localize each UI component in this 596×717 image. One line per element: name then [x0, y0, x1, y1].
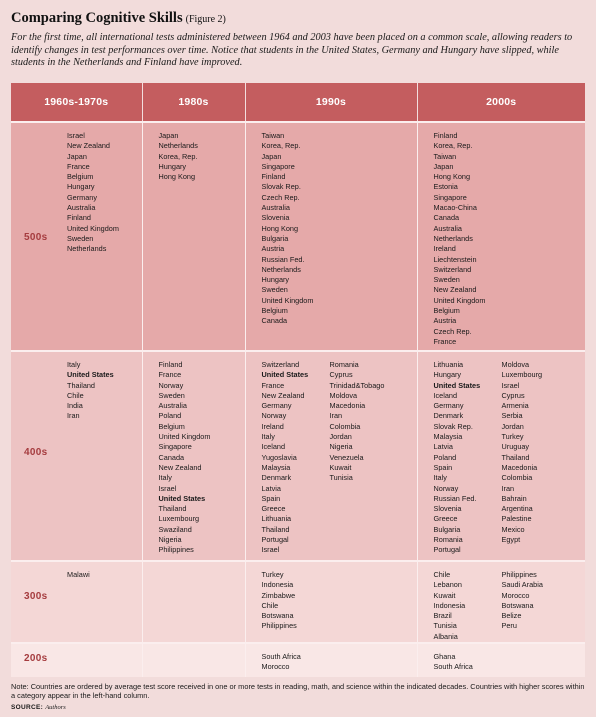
country-item: Slovak Rep.	[261, 182, 301, 192]
header-row	[11, 83, 585, 122]
country-item: Uruguay	[501, 442, 530, 452]
country-item: Slovenia	[261, 213, 290, 223]
country-item: Australia	[158, 401, 187, 411]
country-item: Poland	[158, 411, 182, 421]
country-item: Canada	[433, 213, 460, 223]
country-item: France	[67, 161, 90, 171]
figure-title	[11, 10, 226, 27]
country-item: United Kingdom	[158, 432, 211, 442]
score-level-label: 500s	[24, 232, 48, 243]
country-item: Spain	[433, 462, 453, 472]
country-item: Estonia	[433, 182, 458, 192]
country-item: Switzerland	[433, 264, 472, 274]
country-item: Indonesia	[433, 600, 466, 610]
country-item: Netherlands	[433, 233, 473, 243]
country-item: France	[433, 336, 457, 346]
country-item: Finland	[158, 360, 183, 369]
country-item: Belize	[501, 611, 522, 621]
country-item: Ireland	[261, 421, 284, 431]
country-item: Zimbabwe	[261, 590, 296, 600]
country-item: Italy	[67, 360, 81, 369]
country-item: Macedonia	[329, 401, 366, 411]
country-item: Romania	[433, 535, 463, 545]
country-item: Finland	[433, 131, 458, 140]
footnote: Note: Countries are ordered by average test score received in one or more tests in reading, math, and science within the indicated decades. Countries with higher scores within a category appear in the left-hand column.	[11, 682, 585, 701]
country-item: South Africa	[261, 652, 301, 662]
country-item: Jordan	[329, 432, 352, 442]
country-item: Indonesia	[261, 580, 294, 590]
source-text: Authors	[45, 704, 66, 711]
country-item: Norway	[433, 483, 459, 493]
country-item: Iran	[329, 411, 343, 421]
country-list	[502, 360, 570, 556]
country-item: Korea, Rep.	[433, 141, 473, 151]
country-item: Venezuela	[329, 452, 364, 462]
country-item: Armenia	[501, 401, 529, 411]
country-list	[434, 570, 502, 642]
country-item: Malawi	[67, 570, 90, 579]
header-1990s: 1990s	[245, 83, 417, 122]
country-item: Iran	[67, 411, 80, 421]
country-item: Ghana	[433, 652, 456, 662]
row-400s	[11, 351, 585, 561]
cell-200s-2000s	[417, 643, 585, 677]
country-item: Lebanon	[433, 580, 462, 590]
country-item: Morocco	[261, 662, 290, 672]
country-item: Iceland	[261, 442, 286, 452]
country-item: Colombia	[329, 421, 361, 431]
country-item: Czech Rep.	[261, 192, 300, 202]
country-item: New Zealand	[433, 285, 477, 295]
country-item: Malaysia	[433, 432, 463, 442]
country-item: Belgium	[261, 306, 288, 316]
country-list	[434, 360, 502, 556]
country-list	[159, 360, 227, 556]
country-item: New Zealand	[67, 141, 110, 151]
country-item: Nigeria	[329, 442, 353, 452]
country-item: Lithuania	[433, 360, 464, 369]
row-200s	[11, 643, 585, 677]
country-item: Philippines	[158, 545, 194, 555]
country-item: India	[67, 401, 83, 411]
title-text: Comparing Cognitive Skills	[11, 10, 183, 26]
country-item: Belgium	[433, 306, 460, 316]
cell-300s-1960s-1970s	[11, 561, 142, 643]
country-item: Slovenia	[433, 504, 462, 514]
cell-300s-2000s	[417, 561, 585, 643]
row-500s	[11, 122, 585, 351]
header-1980s: 1980s	[142, 83, 245, 122]
country-item: Thailand	[158, 504, 187, 514]
country-item: Nigeria	[158, 535, 182, 545]
cell-200s-1990s	[245, 643, 417, 677]
country-item: Korea, Rep.	[261, 141, 301, 151]
cell-300s-1990s	[245, 561, 417, 643]
country-item: Spain	[261, 493, 281, 503]
country-item: Sweden	[158, 390, 185, 400]
country-item: Cyprus	[329, 370, 353, 380]
country-item: Latvia	[261, 483, 281, 493]
country-item: United Kingdom	[67, 223, 119, 233]
country-item: Tunisia	[433, 621, 457, 631]
header-1960s-1970s: 1960s-1970s	[11, 83, 142, 122]
country-item: Italy	[158, 473, 172, 483]
country-item: Jordan	[501, 421, 524, 431]
country-item: Russian Fed.	[433, 493, 477, 503]
cell-400s-2000s	[417, 351, 585, 561]
country-item: Israel	[261, 545, 280, 555]
country-item: Hong Kong	[158, 172, 196, 182]
country-item: South Africa	[433, 662, 473, 672]
country-item: Denmark	[433, 411, 464, 421]
country-item: Japan	[261, 151, 282, 161]
country-item: Albania	[433, 631, 458, 641]
country-item: Bulgaria	[261, 233, 289, 243]
country-item: Slovak Rep.	[433, 421, 473, 431]
country-item: Canada	[261, 316, 288, 326]
country-item: United Kingdom	[433, 295, 486, 305]
country-item: Latvia	[433, 442, 453, 452]
country-item: Italy	[261, 432, 275, 442]
row-300s	[11, 561, 585, 643]
country-item: Bulgaria	[433, 524, 461, 534]
country-item: New Zealand	[158, 462, 202, 472]
country-item: Hungary	[67, 182, 95, 192]
country-item: Philippines	[501, 570, 537, 579]
country-item: Luxembourg	[158, 514, 200, 524]
country-item: Singapore	[158, 442, 192, 452]
country-item: Morocco	[501, 590, 530, 600]
country-list	[434, 131, 502, 347]
country-item: Hungary	[261, 275, 290, 285]
country-item: Colombia	[501, 473, 533, 483]
country-item: Israel	[501, 380, 520, 390]
skills-table	[11, 83, 585, 677]
country-item: Germany	[67, 192, 98, 202]
country-item: Malaysia	[261, 462, 291, 472]
country-item: Japan	[67, 151, 87, 161]
country-item: Czech Rep.	[433, 326, 472, 336]
cell-400s-1980s	[142, 351, 245, 561]
cell-500s-1990s	[245, 122, 417, 351]
country-item: Japan	[433, 161, 454, 171]
country-item: Canada	[158, 452, 185, 462]
country-item: Japan	[158, 131, 179, 140]
country-item: Turkey	[261, 570, 284, 579]
country-item: Australia	[261, 203, 290, 213]
country-list	[262, 570, 330, 632]
country-item: Iceland	[433, 390, 458, 400]
country-item: Israel	[67, 131, 85, 140]
country-item: United States	[261, 370, 309, 380]
country-item: United States	[67, 370, 114, 380]
country-item: Tunisia	[329, 473, 353, 483]
country-item: France	[158, 370, 182, 380]
country-item: Netherlands	[261, 264, 301, 274]
country-item: Macao-China	[433, 203, 477, 213]
country-item: Taiwan	[433, 151, 457, 161]
country-item: Cyprus	[501, 390, 525, 400]
country-item: Yugoslavia	[261, 452, 297, 462]
cell-500s-2000s	[417, 122, 585, 351]
country-item: Poland	[433, 452, 457, 462]
country-item: Philippines	[261, 621, 297, 631]
country-item: Chile	[67, 390, 84, 400]
country-item: Moldova	[329, 390, 358, 400]
country-item: Romania	[329, 360, 359, 369]
country-item: Germany	[261, 401, 292, 411]
score-level-label: 300s	[24, 591, 48, 602]
country-item: Sweden	[67, 233, 94, 243]
cell-300s-1980s	[142, 561, 245, 643]
country-item: Portugal	[433, 545, 461, 555]
cell-400s-1990s	[245, 351, 417, 561]
country-list	[262, 360, 330, 556]
country-item: Turkey	[501, 432, 524, 442]
country-item: Moldova	[501, 360, 530, 369]
country-item: Luxembourg	[501, 370, 543, 380]
country-item: United States	[158, 493, 206, 503]
country-item: Ireland	[433, 244, 456, 254]
intro-paragraph: For the first time, all international tests administered between 1964 and 2003 have been placed on a common scale, allowing readers to identify changes in test performances over time. Notice that students in the United States, Germany and Hungary have slipped, while students in the Netherlands and Finland have improved.	[11, 32, 573, 69]
country-item: France	[261, 380, 285, 390]
country-list	[262, 652, 330, 673]
score-level-label: 400s	[24, 447, 48, 458]
country-item: Belgium	[158, 421, 185, 431]
country-item: Iran	[501, 483, 515, 493]
country-item: Netherlands	[158, 141, 198, 151]
country-item: Kuwait	[433, 590, 456, 600]
cell-200s-1980s	[142, 643, 245, 677]
country-item: Finland	[67, 213, 91, 223]
country-item: Switzerland	[261, 360, 300, 369]
country-item: Portugal	[261, 535, 289, 545]
country-item: United States	[433, 380, 481, 390]
country-list	[67, 360, 114, 422]
country-item: Sweden	[433, 275, 460, 285]
country-item: Argentina	[501, 504, 533, 514]
country-item: Norway	[158, 380, 184, 390]
country-item: New Zealand	[261, 390, 305, 400]
country-item: Liechtenstein	[433, 254, 477, 264]
country-item: Norway	[261, 411, 287, 421]
country-item: Hungary	[433, 370, 462, 380]
cell-200s-1960s-1970s	[11, 643, 142, 677]
country-item: Hong Kong	[433, 172, 471, 182]
country-item: Egypt	[501, 535, 521, 545]
country-item: Saudi Arabia	[501, 580, 543, 590]
country-item: Palestine	[501, 514, 532, 524]
country-item: Austria	[261, 244, 285, 254]
country-item: Bahrain	[501, 493, 527, 503]
country-item: Thailand	[67, 380, 95, 390]
country-item: Taiwan	[261, 131, 285, 140]
country-item: Macedonia	[501, 462, 538, 472]
country-item: Greece	[433, 514, 458, 524]
country-item: Botswana	[501, 600, 534, 610]
cell-400s-1960s-1970s	[11, 351, 142, 561]
country-item: Kuwait	[329, 462, 352, 472]
country-item: Mexico	[501, 524, 525, 534]
country-item: Germany	[433, 401, 464, 411]
country-item: Denmark	[261, 473, 292, 483]
country-list	[67, 131, 119, 255]
country-item: Thailand	[261, 524, 290, 534]
country-item: Thailand	[501, 452, 530, 462]
country-item: Russian Fed.	[261, 254, 305, 264]
country-item: United Kingdom	[261, 295, 314, 305]
country-item: Italy	[433, 473, 447, 483]
country-list	[330, 360, 398, 556]
country-item: Botswana	[261, 611, 294, 621]
country-item: Hungary	[158, 161, 187, 171]
country-item: Singapore	[433, 192, 467, 202]
country-list	[159, 131, 227, 182]
figure-label: (Figure 2)	[185, 14, 226, 25]
country-item: Austria	[433, 316, 457, 326]
country-item: Brazil	[433, 611, 452, 621]
score-level-label: 200s	[24, 653, 48, 665]
country-list	[434, 652, 502, 673]
country-item: Israel	[158, 483, 177, 493]
country-item: Swaziland	[158, 524, 192, 534]
country-list	[502, 570, 570, 642]
country-item: Chile	[433, 570, 451, 579]
country-item: Australia	[67, 203, 96, 213]
cell-500s-1980s	[142, 122, 245, 351]
country-item: Trinidad&Tobago	[329, 380, 385, 390]
country-item: Chile	[261, 600, 279, 610]
source-label: SOURCE:	[11, 704, 44, 711]
country-item: Korea, Rep.	[158, 151, 198, 161]
country-item: Netherlands	[67, 244, 107, 254]
country-list	[262, 131, 330, 327]
country-item: Australia	[433, 223, 462, 233]
country-item: Sweden	[261, 285, 288, 295]
country-list	[67, 570, 90, 580]
country-item: Hong Kong	[261, 223, 299, 233]
source-line	[11, 704, 66, 711]
cell-500s-1960s-1970s	[11, 122, 142, 351]
country-item: Belgium	[67, 172, 94, 182]
country-item: Singapore	[261, 161, 295, 171]
country-item: Peru	[501, 621, 517, 631]
country-item: Lithuania	[261, 514, 292, 524]
country-item: Finland	[261, 172, 286, 182]
header-2000s: 2000s	[417, 83, 585, 122]
country-item: Serbia	[501, 411, 523, 421]
country-item: Greece	[261, 504, 286, 514]
